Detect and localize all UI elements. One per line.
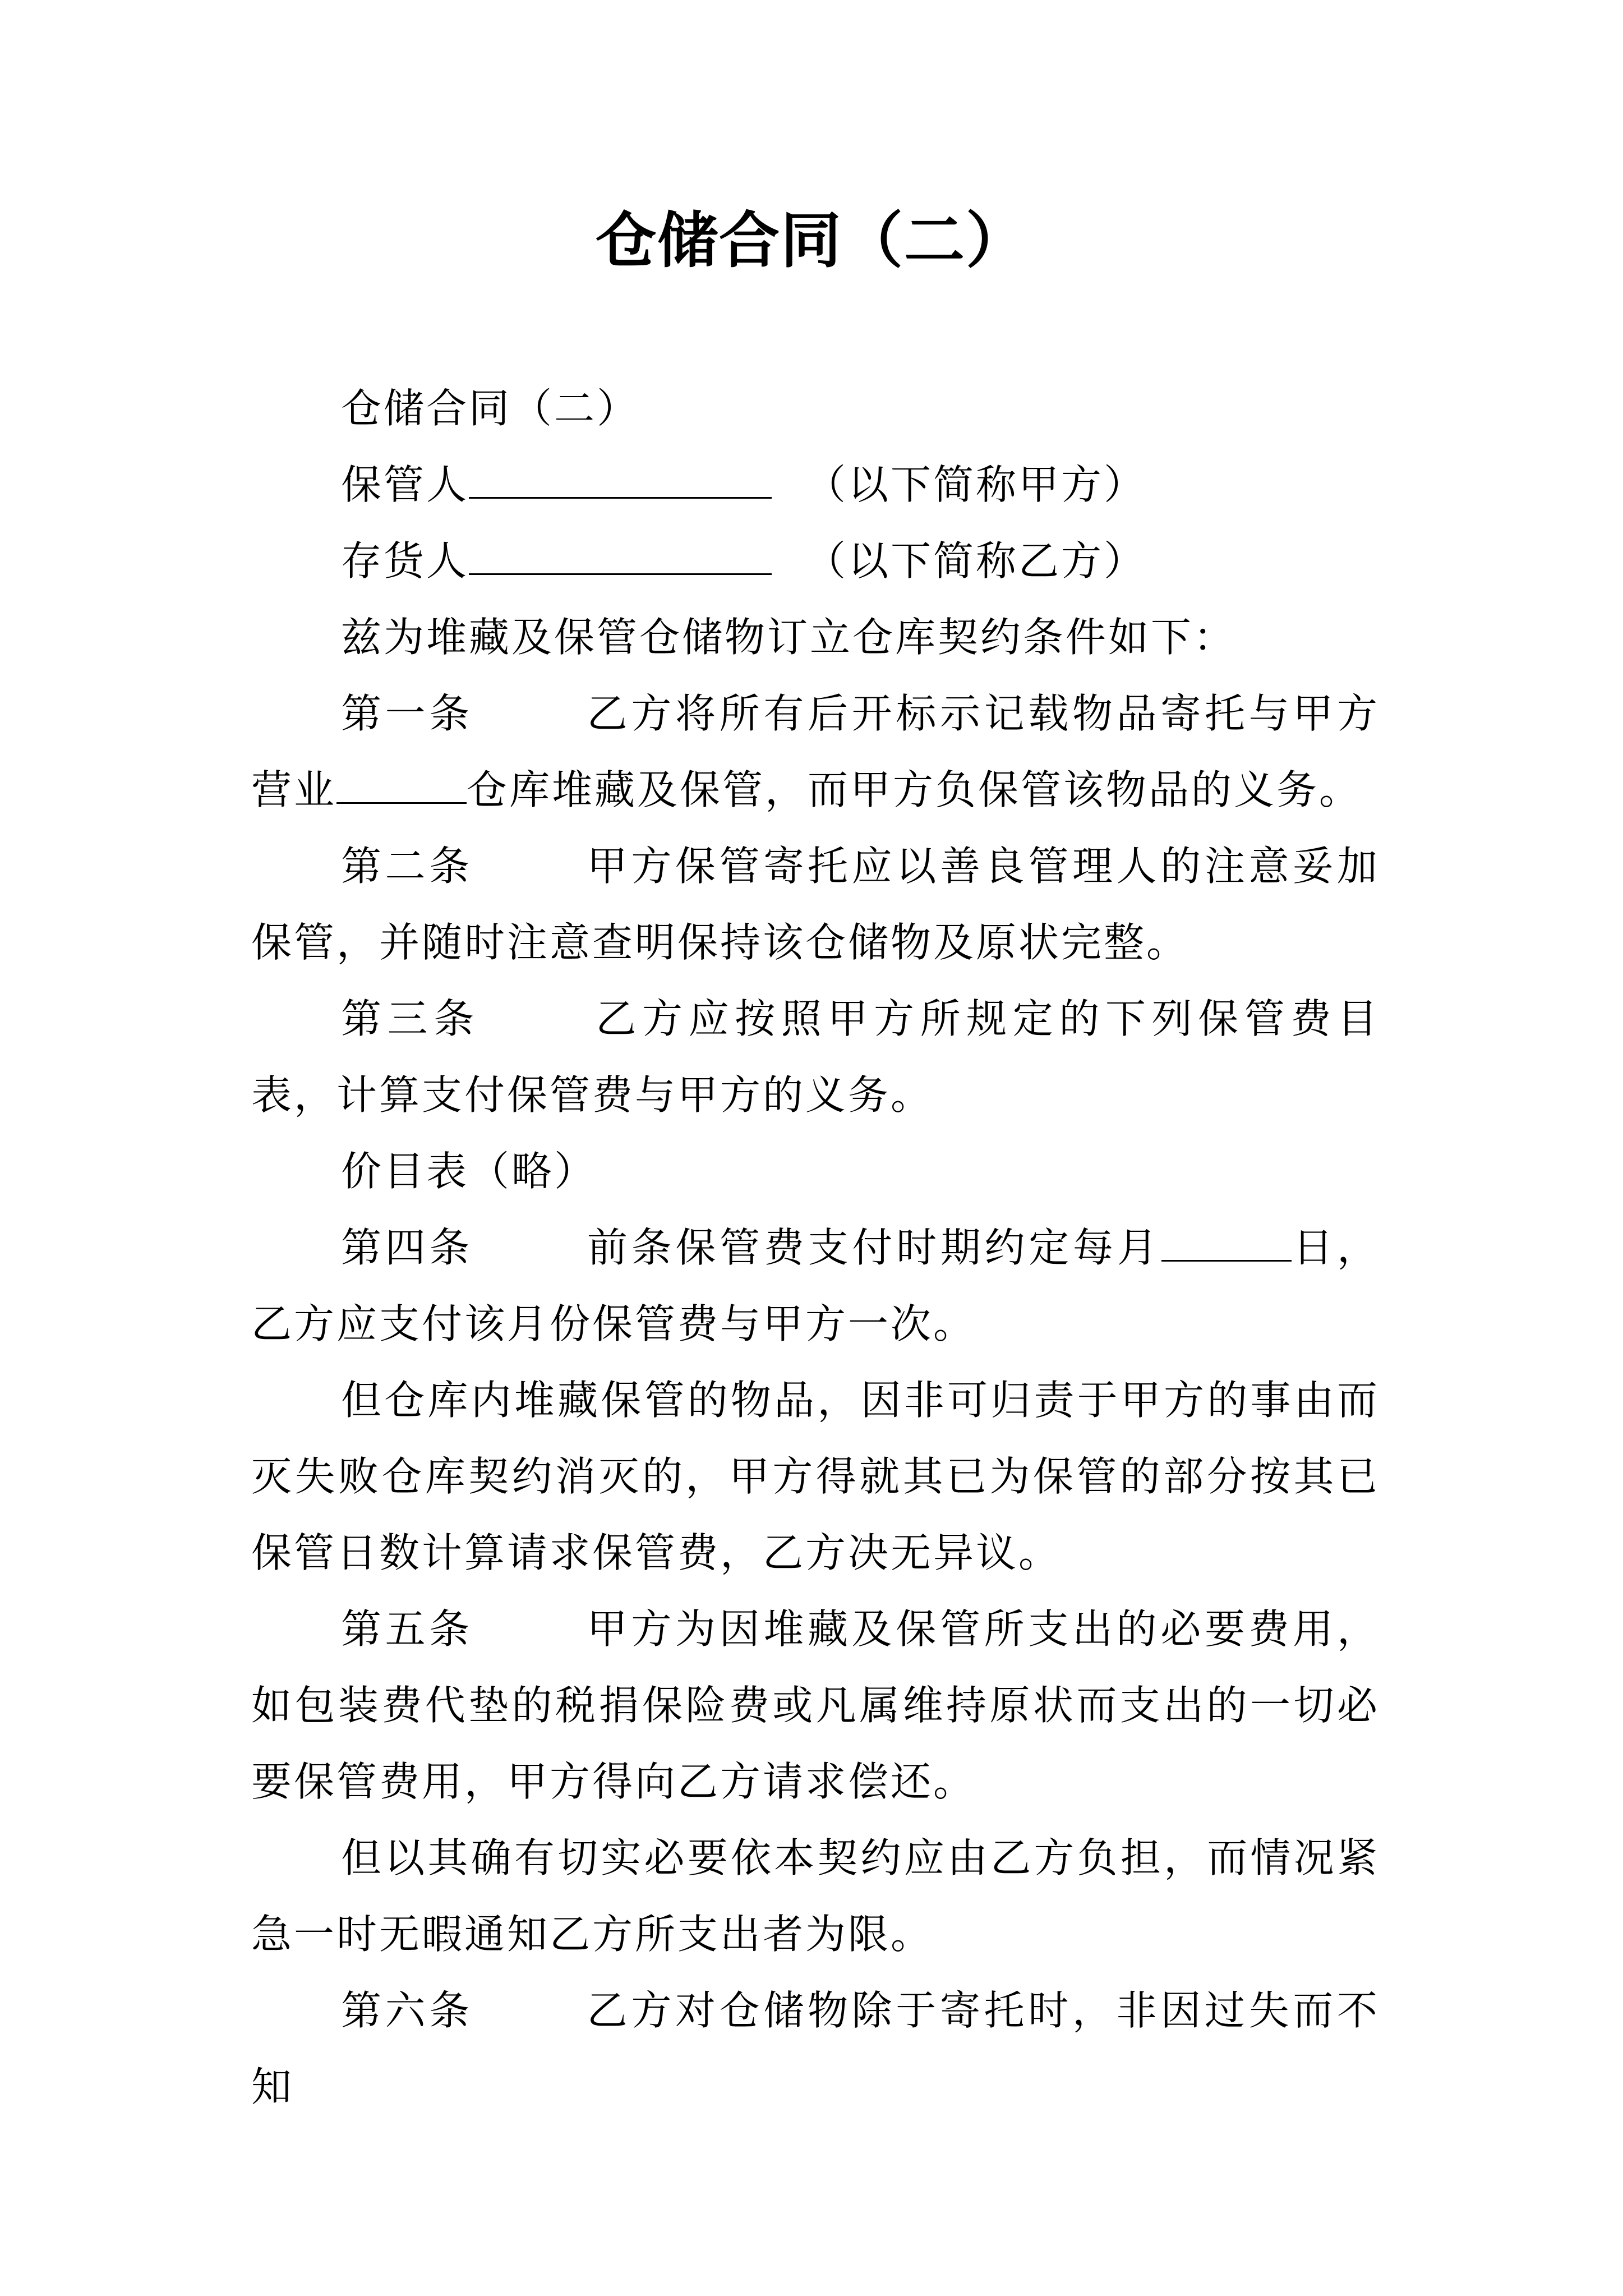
article-4-heading: 第四条 <box>341 1224 474 1271</box>
price-table-text: 价目表（略） <box>341 1148 597 1195</box>
article-4-proviso-text: 但仓库内堆藏保管的物品，因非可归责于甲方的事由而灭失败仓库契约消灭的，甲方得就其已为保管的部分按其已保管日数计算请求保管费，乙方决无异议。 <box>251 1377 1380 1576</box>
article-6-heading: 第六条 <box>341 1987 473 2034</box>
party-b-note: （以下简称乙方） <box>805 537 1147 585</box>
article-3-heading: 第三条 <box>341 995 480 1042</box>
document-title: 仓储合同（二） <box>595 206 1027 276</box>
price-table-line <box>251 1133 1380 1209</box>
party-b-label: 存货人 <box>341 537 469 585</box>
article-1-text-b: 仓库堆藏及保管，而甲方负保管该物品的义务。 <box>467 766 1362 813</box>
preamble-paragraph <box>251 599 1380 675</box>
preamble-text: 兹为堆藏及保管仓储物订立仓库契约条件如下： <box>341 614 1237 661</box>
article-4-blank <box>1161 1224 1292 1262</box>
article-3-text: 乙方应按照甲方所规定的下列保管费目表，计算支付保管费与甲方的义务。 <box>251 995 1380 1119</box>
article-1-text-a: 乙方将所有后开标示记载物品寄托与甲方营业 <box>251 690 1380 813</box>
article-5-heading: 第五条 <box>341 1605 473 1653</box>
party-b-blank <box>469 537 772 575</box>
subtitle-line <box>251 370 1380 447</box>
party-a-line <box>251 447 1380 523</box>
article-5-proviso-paragraph <box>251 1820 1380 1972</box>
article-5-paragraph <box>251 1591 1380 1820</box>
article-1-paragraph <box>251 675 1380 828</box>
party-b-line <box>251 523 1380 599</box>
article-4-text-a: 前条保管费支付时期约定每月 <box>585 1224 1161 1271</box>
article-6-paragraph <box>251 1972 1380 2125</box>
article-5-proviso-text: 但以其确有切实必要依本契约应由乙方负担，而情况紧急一时无暇通知乙方所支出者为限。 <box>251 1834 1380 1958</box>
article-1-blank <box>336 766 467 804</box>
article-2-text: 甲方保管寄托应以善良管理人的注意妥加保管，并随时注意查明保持该仓储物及原状完整。 <box>251 843 1380 966</box>
article-1-heading: 第一条 <box>341 690 473 737</box>
subtitle-text: 仓储合同（二） <box>341 385 640 432</box>
article-6-text: 乙方对仓储物除于寄托时，非因过失而不知 <box>251 1987 1380 2110</box>
article-4-paragraph <box>251 1209 1380 1362</box>
article-4-text-b: 日，乙方应支付该月份保管费与甲方一次。 <box>251 1224 1380 1347</box>
article-3-paragraph <box>251 981 1380 1133</box>
party-a-note: （以下简称甲方） <box>805 461 1147 508</box>
document-body <box>251 370 1380 2125</box>
article-2-heading: 第二条 <box>341 843 473 890</box>
party-a-blank <box>469 461 772 499</box>
article-2-paragraph <box>251 828 1380 981</box>
article-5-text: 甲方为因堆藏及保管所支出的必要费用，如包装费代垫的税捐保险费或凡属维持原状而支出的一切必要保管费用，甲方得向乙方请求偿还。 <box>251 1605 1380 1805</box>
party-a-label: 保管人 <box>341 461 469 508</box>
article-4-proviso-paragraph <box>251 1362 1380 1591</box>
